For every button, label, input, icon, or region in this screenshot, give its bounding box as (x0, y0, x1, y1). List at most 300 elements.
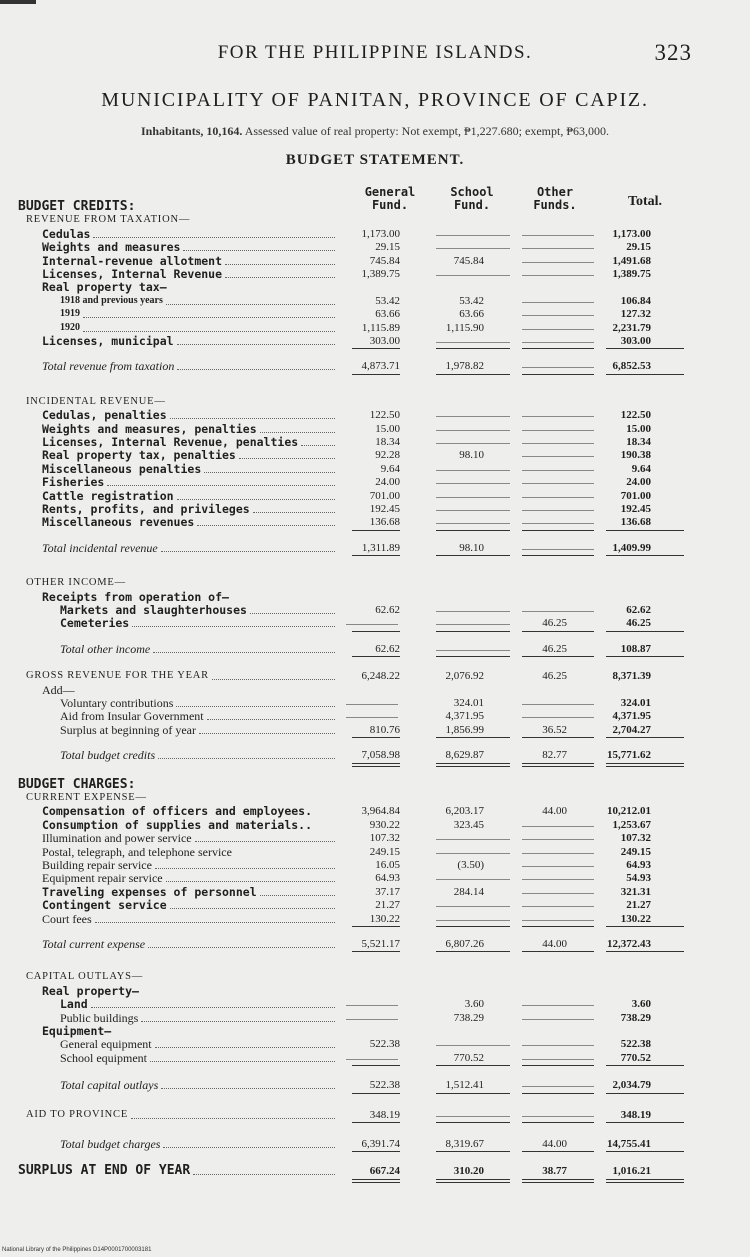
cell-general: 9.64 (380, 462, 400, 475)
leader-dots (141, 1021, 335, 1022)
table-row (0, 475, 750, 489)
column-rule (522, 555, 594, 556)
column-rule (352, 737, 400, 738)
cell-total: 1,016.21 (612, 1165, 651, 1178)
table-row (0, 1164, 750, 1178)
column-rule (606, 737, 684, 738)
column-rule (436, 926, 510, 927)
cell-school: 98.10 (459, 541, 484, 554)
leader-dots (260, 432, 335, 433)
cell-general: 21.27 (375, 899, 400, 912)
leader-dots (199, 733, 335, 734)
row-label: Total current expense (42, 937, 146, 951)
table-row (0, 254, 750, 268)
empty-cell-dash (436, 235, 510, 236)
leader-dots (91, 1007, 335, 1008)
column-rule (436, 1182, 510, 1183)
cell-school: 1,115.90 (445, 321, 484, 334)
cell-general: 4,873.71 (361, 360, 400, 373)
assessed-value-text: Assessed value of real property: Not exempt, ₱1,227.680; exempt, ₱63,000. (244, 124, 609, 138)
table-row (0, 359, 750, 373)
table-row (0, 984, 750, 998)
cell-school: 738.29 (453, 1011, 484, 1024)
row-label: Cattle registration (42, 488, 174, 503)
column-rule (436, 374, 510, 375)
column-rule (352, 926, 400, 927)
empty-cell-dash (436, 510, 510, 511)
cell-general: 29.15 (375, 241, 400, 254)
row-label: Rents, profits, and privileges (42, 502, 250, 516)
row-label: BUDGET CHARGES: (18, 776, 136, 792)
cell-total: 2,231.79 (612, 321, 651, 334)
row-label: Contingent service (42, 898, 167, 913)
cell-general: 37.17 (375, 885, 400, 898)
column-header-general-line2: Fund. (371, 198, 409, 212)
cell-other: 44.00 (542, 938, 567, 950)
cell-total: 108.87 (620, 642, 651, 655)
cell-total: 3.60 (631, 998, 651, 1011)
column-rule (522, 656, 594, 657)
cell-total: 6,852.53 (612, 360, 651, 373)
table-row (0, 642, 750, 656)
cell-general: 24.00 (375, 476, 400, 489)
column-rule (436, 1122, 510, 1123)
row-label: Compensation of officers and employees. (42, 804, 313, 819)
cell-school: 98.10 (459, 449, 484, 462)
cell-other: 82.77 (542, 749, 567, 762)
empty-cell-dash (436, 879, 510, 880)
cell-total: 64.93 (626, 859, 651, 871)
column-rule (606, 1093, 684, 1094)
row-label: General equipment (60, 1037, 152, 1052)
cell-general: 3,964.84 (361, 805, 400, 818)
cell-school: 63.66 (459, 308, 484, 321)
cell-other: 44.00 (542, 805, 567, 818)
leader-dots (158, 758, 335, 759)
table-row (0, 422, 750, 436)
column-rule (436, 1179, 510, 1180)
empty-cell-dash (436, 523, 510, 524)
table-row (0, 1078, 750, 1092)
table-row (0, 307, 750, 321)
column-rule (436, 951, 510, 952)
cell-total: 2,704.27 (612, 723, 651, 736)
table-row (0, 435, 750, 449)
column-rule (522, 1065, 594, 1066)
cell-general: 1,311.89 (361, 541, 400, 554)
column-rule (436, 555, 510, 556)
table-row (0, 240, 750, 254)
cell-total: 2,034.79 (612, 1079, 651, 1092)
row-label: GROSS REVENUE FOR THE YEAR (26, 670, 209, 682)
cell-school: 4,371.95 (445, 710, 484, 723)
leader-dots (155, 868, 335, 869)
leader-dots (170, 908, 335, 909)
table-row (0, 395, 750, 409)
column-header-school-line1: School (450, 185, 494, 199)
column-rule (606, 763, 684, 764)
cell-general: 122.50 (369, 409, 400, 422)
subtitle (0, 124, 750, 139)
column-rule (606, 1122, 684, 1123)
leader-dots (177, 499, 335, 500)
row-label: Cedulas, penalties (42, 408, 167, 423)
column-rule (522, 1151, 594, 1152)
column-rule (352, 530, 400, 531)
page-number: 323 (654, 40, 692, 65)
leader-dots (166, 304, 335, 305)
leader-dots (150, 1061, 335, 1062)
cell-general: 667.24 (369, 1165, 400, 1178)
table-row (0, 669, 750, 683)
cell-total: 1,173.00 (612, 227, 651, 240)
row-label: Total other income (60, 641, 151, 656)
column-rule (352, 1093, 400, 1094)
leader-dots (155, 1047, 335, 1048)
cell-total: 9.64 (631, 462, 651, 475)
cell-total: 249.15 (620, 845, 651, 858)
table-row (0, 603, 750, 617)
table-row (0, 858, 750, 872)
cell-other: 38.77 (542, 1165, 567, 1178)
column-rule (606, 1179, 684, 1180)
column-rule (606, 374, 684, 375)
cell-school: 310.20 (453, 1165, 484, 1178)
leader-dots (161, 551, 335, 552)
cell-general: 249.15 (369, 845, 400, 858)
table-row (0, 683, 750, 697)
scan-edge-mark (0, 0, 36, 4)
row-label: CURRENT EXPENSE— (26, 792, 147, 803)
table-row (0, 1024, 750, 1038)
empty-cell-dash (436, 342, 510, 343)
table-row (0, 1037, 750, 1051)
row-label: Miscellaneous revenues (42, 515, 195, 530)
row-label: Licenses, Internal Revenue (42, 267, 223, 281)
table-row (0, 1137, 750, 1151)
table-row (0, 590, 750, 604)
cell-total: 136.68 (620, 516, 651, 529)
row-label: REVENUE FROM TAXATION— (26, 214, 191, 226)
row-label: Receipts from operation of— (42, 589, 229, 604)
column-header-other-line1: Other (536, 185, 574, 199)
cell-total: 1,253.67 (612, 818, 651, 831)
cell-general: 1,115.89 (361, 321, 400, 334)
cell-general: 1,173.00 (361, 227, 400, 240)
column-rule (606, 631, 684, 632)
cell-general: 107.32 (369, 832, 400, 845)
leader-dots (163, 1147, 335, 1148)
cell-school: 1,978.82 (445, 360, 484, 373)
row-label: Building repair service (42, 858, 152, 872)
cell-total: 321.31 (620, 885, 651, 898)
row-label: Traveling expenses of personnel (42, 884, 257, 899)
empty-cell-dash (436, 853, 510, 854)
cell-general: 62.62 (375, 604, 400, 616)
row-label: Licenses, Internal Revenue, penalties (42, 435, 299, 449)
row-label: Cemeteries (60, 616, 130, 631)
cell-school: 284.14 (453, 885, 484, 898)
leader-dots (177, 344, 335, 345)
column-rule (522, 926, 594, 927)
cell-general: 745.84 (369, 254, 400, 267)
row-label: 1918 and previous years (60, 294, 163, 306)
cell-total: 1,389.75 (612, 268, 651, 280)
empty-cell-dash (346, 717, 398, 718)
table-row (0, 616, 750, 630)
table-row (0, 321, 750, 335)
cell-total: 192.45 (620, 503, 651, 515)
leader-dots (93, 237, 335, 238)
column-rule (606, 530, 684, 531)
cell-general: 15.00 (375, 422, 400, 435)
table-row (0, 576, 750, 590)
column-rule (606, 1182, 684, 1183)
leader-dots (195, 841, 335, 842)
table-row (0, 898, 750, 912)
leader-dots (239, 458, 335, 459)
row-label: Total budget credits (60, 748, 156, 763)
cell-other: 44.00 (542, 1138, 567, 1150)
empty-cell-dash (436, 483, 510, 484)
row-label: Miscellaneous penalties (42, 461, 202, 476)
cell-general: 63.66 (375, 308, 400, 321)
column-rule (352, 555, 400, 556)
table-row (0, 885, 750, 899)
column-rule (436, 737, 510, 738)
cell-other: 46.25 (542, 617, 567, 630)
leader-dots (83, 331, 335, 332)
column-rule (352, 656, 400, 657)
column-rule (436, 1151, 510, 1152)
empty-cell-dash (436, 275, 510, 276)
cell-total: 14,755.41 (607, 1138, 651, 1150)
leader-dots (225, 264, 335, 265)
row-label: BUDGET CREDITS: (18, 199, 136, 214)
column-rule (522, 1093, 594, 1094)
leader-dots (170, 418, 335, 419)
cell-total: 54.93 (626, 872, 651, 885)
leader-dots (225, 277, 335, 278)
leader-dots (166, 881, 335, 882)
column-rule (352, 1179, 400, 1180)
row-label: Add— (42, 682, 75, 697)
cell-total: 348.19 (620, 1108, 651, 1121)
row-label: Total incidental revenue (42, 540, 158, 555)
cell-total: 522.38 (620, 1038, 651, 1051)
cell-school: 6,203.17 (445, 805, 484, 818)
column-rule (352, 951, 400, 952)
table-row (0, 696, 750, 710)
table-row (0, 997, 750, 1011)
cell-total: 29.15 (626, 241, 651, 254)
empty-cell-dash (436, 920, 510, 921)
row-label: Total budget charges (60, 1137, 161, 1151)
cell-total: 107.32 (620, 832, 651, 845)
cell-general: 136.68 (369, 516, 400, 529)
empty-cell-dash (346, 1005, 398, 1006)
cell-general: 192.45 (369, 503, 400, 515)
table-row (0, 804, 750, 818)
leader-dots (204, 472, 335, 473)
cell-total: 21.27 (626, 899, 651, 912)
cell-total: 12,372.43 (607, 938, 651, 950)
leader-dots (148, 947, 335, 948)
table-row (0, 748, 750, 762)
row-label: Total capital outlays (60, 1078, 159, 1093)
cell-total: 15,771.62 (607, 749, 651, 762)
cell-total: 15.00 (626, 422, 651, 435)
table-row (0, 227, 750, 241)
cell-general: 303.00 (369, 335, 400, 347)
table-row (0, 448, 750, 462)
row-label: Consumption of supplies and materials.. (42, 817, 313, 832)
row-label: Total revenue from taxation (42, 359, 175, 374)
cell-total: 190.38 (620, 449, 651, 462)
table-row (0, 778, 750, 792)
empty-cell-dash (436, 839, 510, 840)
cell-total: 18.34 (626, 436, 651, 448)
cell-general: 16.05 (375, 859, 400, 871)
cell-general: 130.22 (369, 912, 400, 925)
cell-total: 1,409.99 (612, 541, 651, 554)
cell-total: 701.00 (620, 489, 651, 502)
table-row (0, 294, 750, 308)
cell-general: 18.34 (375, 436, 400, 448)
column-rule (352, 1182, 400, 1183)
empty-cell-dash (346, 1059, 398, 1060)
cell-school: 8,319.67 (445, 1138, 484, 1150)
table-row (0, 489, 750, 503)
row-label: Real property— (42, 983, 139, 998)
table-row (0, 1051, 750, 1065)
cell-other: 46.25 (542, 642, 567, 655)
row-label: INCIDENTAL REVENUE— (26, 395, 166, 407)
empty-cell-dash (436, 906, 510, 907)
empty-cell-dash (436, 443, 510, 444)
table-row (0, 723, 750, 737)
cell-general: 522.38 (369, 1038, 400, 1051)
column-header-school-line2: Fund. (453, 198, 491, 212)
column-rule (436, 348, 510, 349)
column-rule (606, 348, 684, 349)
column-rule (606, 656, 684, 657)
cell-total: 8,371.39 (612, 670, 651, 683)
empty-cell-dash (436, 1116, 510, 1117)
page-title: MUNICIPALITY OF PANITAN, PROVINCE OF CAPIZ. (101, 89, 649, 111)
cell-school: 323.45 (453, 818, 484, 831)
column-rule (436, 766, 510, 767)
leader-dots (207, 719, 335, 720)
column-header-general-line1: General (364, 185, 416, 199)
row-label: Postal, telegraph, and telephone service (42, 844, 232, 859)
column-rule (436, 656, 510, 657)
column-rule (522, 530, 594, 531)
row-label: Land (60, 997, 88, 1012)
table-row (0, 280, 750, 294)
cell-total: 1,491.68 (612, 254, 651, 267)
column-rule (352, 766, 400, 767)
cell-general: 6,248.22 (361, 670, 400, 683)
leader-dots (176, 706, 335, 707)
empty-cell-dash (436, 497, 510, 498)
leader-dots (161, 1088, 335, 1089)
column-rule (606, 555, 684, 556)
column-rule (352, 348, 400, 349)
table-row (0, 970, 750, 984)
cell-total: 324.01 (620, 697, 651, 709)
column-rule (522, 766, 594, 767)
column-rule (606, 926, 684, 927)
empty-cell-dash (436, 1045, 510, 1046)
leader-dots (95, 922, 335, 923)
cell-other: 36.52 (542, 723, 567, 736)
column-rule (436, 530, 510, 531)
empty-cell-dash (436, 611, 510, 612)
cell-school: 770.52 (453, 1051, 484, 1064)
cell-total: 46.25 (626, 617, 651, 630)
column-rule (522, 1182, 594, 1183)
inhabitants-label: Inhabitants, (141, 124, 204, 138)
cell-school: 8,629.87 (445, 749, 484, 762)
cell-total: 4,371.95 (612, 710, 651, 723)
column-rule (606, 1151, 684, 1152)
row-label: Voluntary contributions (60, 696, 174, 710)
column-rule (606, 1065, 684, 1066)
row-label: Equipment— (42, 1024, 112, 1038)
empty-cell-dash (436, 248, 510, 249)
statement-title: BUDGET STATEMENT. (285, 152, 465, 168)
table-row (0, 515, 750, 529)
cell-total: 770.52 (620, 1051, 651, 1064)
cell-total: 62.62 (626, 604, 651, 616)
cell-general: 701.00 (369, 489, 400, 502)
table-row (0, 831, 750, 845)
leader-dots (197, 525, 335, 526)
table-row (0, 541, 750, 555)
column-rule (352, 1065, 400, 1066)
cell-general: 53.42 (375, 294, 400, 307)
row-label: School equipment (60, 1050, 147, 1065)
leader-dots (250, 613, 335, 614)
cell-school: 1,856.99 (445, 723, 484, 736)
cell-general: 62.62 (375, 642, 400, 655)
column-rule (522, 374, 594, 375)
cell-general: 1,389.75 (361, 268, 400, 280)
leader-dots (83, 317, 335, 318)
column-rule (522, 763, 594, 764)
cell-total: 10,212.01 (607, 805, 651, 818)
row-label: Markets and slaughterhouses (60, 603, 247, 617)
cell-total: 738.29 (620, 1011, 651, 1024)
row-label: SURPLUS AT END OF YEAR (18, 1163, 191, 1179)
row-label: 1919 (60, 308, 80, 320)
row-label: 1920 (60, 321, 80, 333)
column-rule (606, 951, 684, 952)
cell-school: 53.42 (459, 294, 484, 307)
column-rule (352, 374, 400, 375)
leader-dots (212, 679, 335, 680)
column-rule (522, 348, 594, 349)
column-rule (436, 763, 510, 764)
column-rule (352, 1122, 400, 1123)
row-label: AID TO PROVINCE (26, 1108, 129, 1120)
cell-general: 7,058.98 (361, 749, 400, 762)
row-label: Equipment repair service (42, 871, 163, 886)
cell-school: 324.01 (453, 697, 484, 709)
cell-general: 92.28 (375, 449, 400, 462)
leader-dots (253, 512, 335, 513)
